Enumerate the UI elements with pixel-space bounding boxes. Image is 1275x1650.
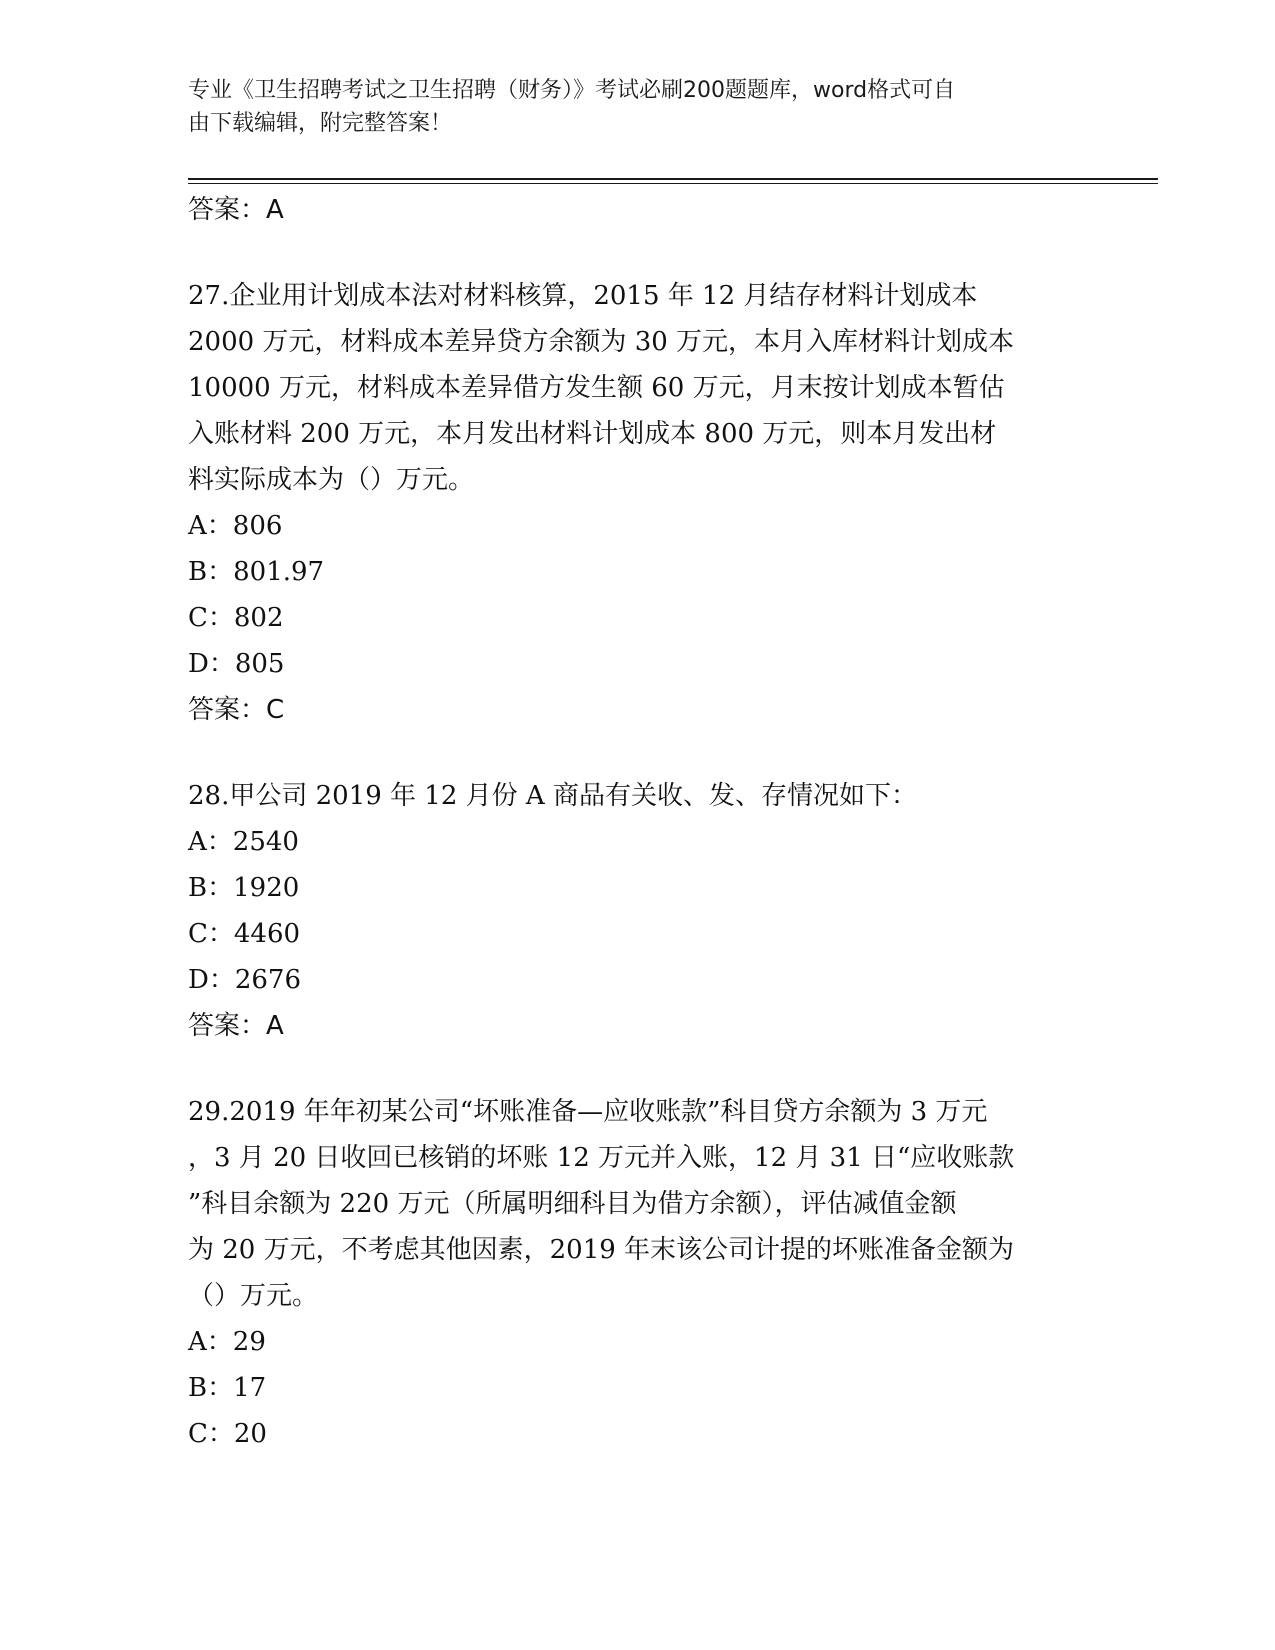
header-divider-thick <box>188 178 1158 180</box>
question-text-line: （）万元。 <box>188 1281 319 1311</box>
question-text-line: ”科目余额为 220 万元（所属明细科目为借方余额），评估减值金额 <box>188 1189 957 1219</box>
spacer <box>188 733 1088 773</box>
previous-answer: 答案：A <box>188 195 284 225</box>
question-text-line: 29.2019 年年初某公司“坏账准备—应收账款”科目贷方余额为 3 万元 <box>188 1097 988 1127</box>
header-line-1: 专业《卫生招聘考试之卫生招聘（财务）》考试必刷200题题库，word格式可自 <box>188 78 956 103</box>
option-b: B：801.97 <box>188 557 325 587</box>
question-text-line: 28.甲公司 2019 年 12 月份 A 商品有关收、发、存情况如下： <box>188 781 917 811</box>
spacer <box>188 1049 1088 1089</box>
question-text-line: ，3 月 20 日收回已核销的坏账 12 万元并入账，12 月 31 日“应收账款 <box>188 1143 1015 1173</box>
question-29 <box>188 1089 1088 1457</box>
question-text-line: 入账材料 200 万元，本月发出材料计划成本 800 万元，则本月发出材 <box>188 419 997 449</box>
question-text-line: 2000 万元，材料成本差异贷方余额为 30 万元，本月入库材料计划成本 <box>188 327 1015 357</box>
question-28 <box>188 773 1088 1049</box>
option-b: B：17 <box>188 1373 267 1403</box>
answer: 答案：A <box>188 1011 284 1041</box>
option-a: A：29 <box>188 1327 266 1357</box>
question-27 <box>188 273 1088 733</box>
option-c: C：4460 <box>188 919 301 949</box>
question-text-line: 为 20 万元，不考虑其他因素，2019 年末该公司计提的坏账准备金额为 <box>188 1235 1015 1265</box>
page-header <box>188 74 1088 140</box>
question-list <box>188 187 1088 1457</box>
spacer <box>188 233 1088 273</box>
option-a: A：806 <box>188 511 283 541</box>
option-d: D：2676 <box>188 965 302 995</box>
option-d: D：805 <box>188 649 285 679</box>
option-c: C：20 <box>188 1419 267 1449</box>
option-b: B：1920 <box>188 873 300 903</box>
option-a: A：2540 <box>188 827 299 857</box>
question-text-line: 料实际成本为（）万元。 <box>188 465 475 495</box>
header-divider-thin <box>188 183 1158 184</box>
header-line-2: 由下载编辑，附完整答案！ <box>188 111 453 136</box>
question-text-line: 27.企业用计划成本法对材料核算，2015 年 12 月结存材料计划成本 <box>188 281 978 311</box>
question-text-line: 10000 万元，材料成本差异借方发生额 60 万元，月末按计划成本暂估 <box>188 373 1005 403</box>
option-c: C：802 <box>188 603 284 633</box>
answer: 答案：C <box>188 695 285 725</box>
